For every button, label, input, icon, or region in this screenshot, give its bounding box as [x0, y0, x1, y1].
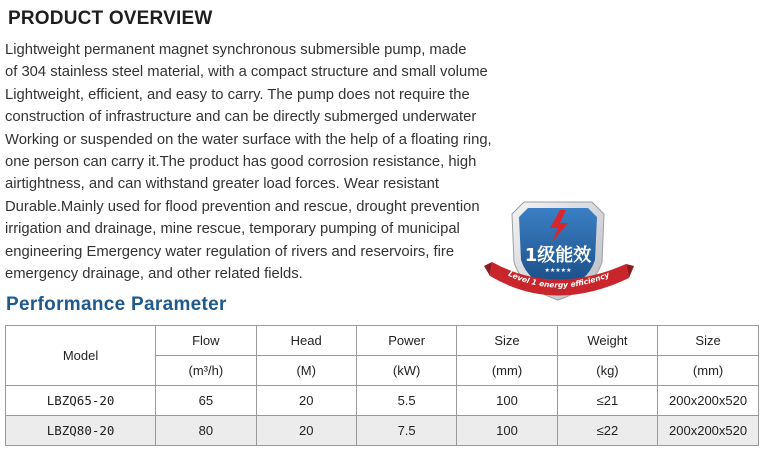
unit-size: (mm) — [457, 356, 557, 386]
badge-main-text: 1级能效 — [524, 245, 592, 266]
description-line: one person can carry it.The product has good corrosion resistance, high — [5, 154, 477, 171]
table-header-row — [6, 326, 759, 356]
header-size: Size — [658, 326, 759, 356]
ribbon-text-path: Level 1 energy efficiency — [506, 269, 611, 290]
header-head: Head — [256, 326, 356, 356]
unit-power: (kW) — [356, 356, 456, 386]
cell-head: 20 — [256, 386, 356, 416]
cell-head: 20 — [256, 416, 356, 446]
badge-stars: ★★★★★ — [544, 267, 572, 274]
table-row — [6, 416, 759, 446]
description-line: of 304 stainless steel material, with a compact structure and small volume — [5, 64, 488, 81]
header-weight: Weight — [557, 326, 657, 356]
header-size: Size — [457, 326, 557, 356]
product-description — [5, 39, 497, 285]
unit-size: (mm) — [658, 356, 759, 386]
performance-table — [5, 325, 759, 446]
table-row — [6, 386, 759, 416]
cell-flow: 80 — [156, 416, 256, 446]
header-flow: Flow — [156, 326, 256, 356]
cell-size: 100 — [457, 386, 557, 416]
description-line: Lightweight, efficient, and easy to carry. The pump does not require the — [5, 86, 470, 103]
header-power: Power — [356, 326, 456, 356]
performance-title: Performance Parameter — [6, 294, 227, 315]
description-line: airtightness, and can withstand greater load forces. Wear resistant — [5, 176, 439, 193]
unit-head: (M) — [256, 356, 356, 386]
cell-power: 7.5 — [356, 416, 456, 446]
description-line: irrigation and drainage, mine rescue, temporary pumping of municipal — [5, 221, 460, 238]
description-line: emergency drainage, and other related fields. — [5, 266, 303, 283]
cell-weight: ≤21 — [557, 386, 657, 416]
description-line: engineering Emergency water regulation of rivers and reservoirs, fire — [5, 243, 455, 260]
description-line: Durable.Mainly used for flood prevention and rescue, drought prevention — [5, 198, 480, 215]
cell-power: 5.5 — [356, 386, 456, 416]
description-line: construction of infrastructure and can be directly submerged underwater — [5, 109, 477, 126]
description-line: Lightweight permanent magnet synchronous submersible pump, made — [5, 42, 467, 58]
cell-flow: 65 — [156, 386, 256, 416]
header-model: Model — [6, 326, 156, 386]
cell-size: 100 — [457, 416, 557, 446]
cell-dims: 200x200x520 — [658, 386, 759, 416]
description-line: Working or suspended on the water surface with the help of a floating ring, — [5, 131, 492, 148]
product-overview-title: PRODUCT OVERVIEW — [8, 8, 213, 29]
cell-model: LBZQ65-20 — [6, 386, 156, 416]
unit-weight: (kg) — [557, 356, 657, 386]
cell-weight: ≤22 — [557, 416, 657, 446]
energy-efficiency-badge — [484, 192, 634, 312]
cell-model: LBZQ80-20 — [6, 416, 156, 446]
cell-dims: 200x200x520 — [658, 416, 759, 446]
unit-flow: (m³/h) — [156, 356, 256, 386]
